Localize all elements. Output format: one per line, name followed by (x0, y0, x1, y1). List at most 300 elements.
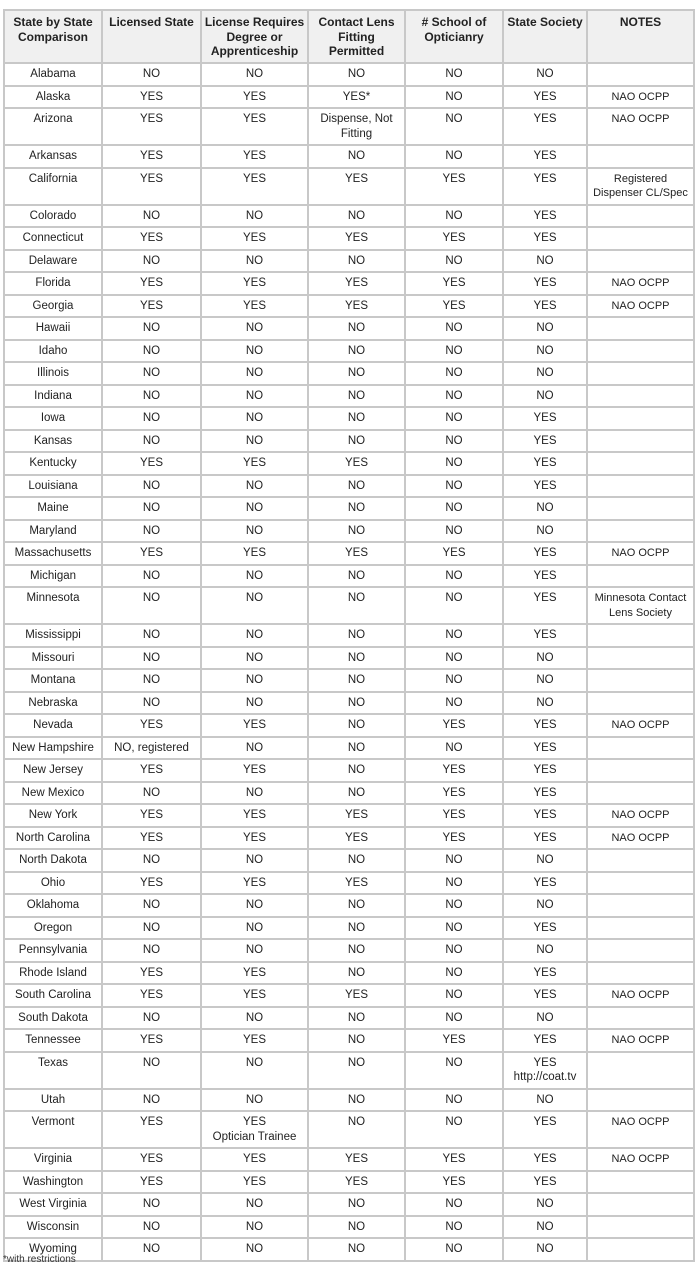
state-cell: Colorado (4, 205, 102, 228)
licensed-cell: YES (102, 1171, 201, 1194)
table-row (4, 430, 694, 453)
notes-cell (587, 430, 694, 453)
table-row (4, 1111, 694, 1148)
notes-cell (587, 692, 694, 715)
contact-lens-cell: NO (308, 962, 405, 985)
state-cell: Alaska (4, 86, 102, 109)
notes-cell: NAO OCPP (587, 272, 694, 295)
school-cell: NO (405, 849, 503, 872)
notes-cell (587, 145, 694, 168)
school-cell: YES (405, 827, 503, 850)
school-cell: NO (405, 692, 503, 715)
licensed-cell: NO (102, 475, 201, 498)
contact-lens-cell: NO (308, 782, 405, 805)
degree-cell: YES (201, 804, 308, 827)
society-cell: YES (503, 295, 587, 318)
contact-lens-cell: Dispense, Not Fitting (308, 108, 405, 145)
school-cell: YES (405, 759, 503, 782)
table-row (4, 565, 694, 588)
notes-cell: NAO OCPP (587, 1111, 694, 1148)
degree-cell: NO (201, 624, 308, 647)
notes-cell (587, 250, 694, 273)
society-cell: YES (503, 205, 587, 228)
degree-cell: NO (201, 737, 308, 760)
degree-cell: YES (201, 542, 308, 565)
school-cell: NO (405, 86, 503, 109)
notes-cell (587, 1171, 694, 1194)
contact-lens-cell: NO (308, 407, 405, 430)
society-cell: YES (503, 827, 587, 850)
school-cell: NO (405, 108, 503, 145)
contact-lens-cell: NO (308, 939, 405, 962)
society-cell: YES (503, 227, 587, 250)
state-cell: Alabama (4, 63, 102, 86)
licensed-cell: NO (102, 1216, 201, 1239)
contact-lens-cell: NO (308, 340, 405, 363)
school-cell: NO (405, 647, 503, 670)
school-cell: NO (405, 939, 503, 962)
notes-cell (587, 647, 694, 670)
state-cell: Illinois (4, 362, 102, 385)
licensed-cell: NO (102, 520, 201, 543)
school-cell: YES (405, 295, 503, 318)
notes-cell (587, 759, 694, 782)
notes-cell (587, 849, 694, 872)
header-row (4, 10, 694, 63)
licensed-cell: YES (102, 272, 201, 295)
degree-cell: YES (201, 1029, 308, 1052)
licensed-cell: NO (102, 497, 201, 520)
school-cell: NO (405, 984, 503, 1007)
degree-cell: YES (201, 86, 308, 109)
table-row (4, 1148, 694, 1171)
licensed-cell: YES (102, 168, 201, 205)
notes-cell (587, 1089, 694, 1112)
state-cell: Iowa (4, 407, 102, 430)
degree-cell: NO (201, 782, 308, 805)
degree-cell: YES (201, 714, 308, 737)
contact-lens-cell: NO (308, 205, 405, 228)
state-cell: Louisiana (4, 475, 102, 498)
state-cell: Washington (4, 1171, 102, 1194)
contact-lens-cell: NO (308, 385, 405, 408)
contact-lens-cell: YES (308, 872, 405, 895)
degree-cell: NO (201, 1007, 308, 1030)
society-cell: YES (503, 782, 587, 805)
contact-lens-cell: NO (308, 362, 405, 385)
licensed-cell: NO (102, 587, 201, 624)
header-school: # School of Opticianry (405, 10, 503, 63)
society-cell: YES (503, 272, 587, 295)
licensed-cell: NO (102, 647, 201, 670)
school-cell: NO (405, 407, 503, 430)
table-row (4, 362, 694, 385)
licensed-cell: NO (102, 917, 201, 940)
society-cell: YES (503, 108, 587, 145)
licensed-cell: NO (102, 1007, 201, 1030)
contact-lens-cell: NO (308, 759, 405, 782)
licensed-cell: YES (102, 714, 201, 737)
licensed-cell: YES (102, 984, 201, 1007)
footnote: *with restrictions (3, 1254, 76, 1265)
state-cell: New Hampshire (4, 737, 102, 760)
contact-lens-cell: NO (308, 849, 405, 872)
notes-cell: NAO OCPP (587, 827, 694, 850)
licensed-cell: NO (102, 1052, 201, 1089)
society-cell: YES (503, 1029, 587, 1052)
contact-lens-cell: NO (308, 647, 405, 670)
notes-cell: NAO OCPP (587, 542, 694, 565)
header-notes: NOTES (587, 10, 694, 63)
degree-cell: NO (201, 205, 308, 228)
degree-cell: YES (201, 452, 308, 475)
school-cell: YES (405, 804, 503, 827)
degree-cell: YES (201, 872, 308, 895)
contact-lens-cell: NO (308, 587, 405, 624)
table-row (4, 714, 694, 737)
licensed-cell: YES (102, 542, 201, 565)
table-row (4, 1216, 694, 1239)
table-row (4, 962, 694, 985)
society-cell: YES (503, 917, 587, 940)
notes-cell: NAO OCPP (587, 295, 694, 318)
school-cell: YES (405, 227, 503, 250)
society-cell: YES (503, 565, 587, 588)
notes-cell (587, 317, 694, 340)
degree-cell: YES (201, 272, 308, 295)
table-row (4, 692, 694, 715)
state-cell: South Carolina (4, 984, 102, 1007)
school-cell: YES (405, 714, 503, 737)
degree-cell: YES Optician Trainee (201, 1111, 308, 1148)
notes-cell (587, 362, 694, 385)
state-cell: Texas (4, 1052, 102, 1089)
notes-cell (587, 497, 694, 520)
state-cell: New York (4, 804, 102, 827)
society-cell: YES (503, 872, 587, 895)
table-row (4, 984, 694, 1007)
contact-lens-cell: YES* (308, 86, 405, 109)
society-cell: YES (503, 145, 587, 168)
degree-cell: NO (201, 1193, 308, 1216)
licensed-cell: NO (102, 250, 201, 273)
header-degree: License Requires Degree or Apprenticeship (201, 10, 308, 63)
degree-cell: NO (201, 520, 308, 543)
society-cell: YES (503, 759, 587, 782)
state-cell: Maine (4, 497, 102, 520)
licensed-cell: YES (102, 227, 201, 250)
degree-cell: NO (201, 362, 308, 385)
notes-cell: NAO OCPP (587, 1029, 694, 1052)
school-cell: NO (405, 1111, 503, 1148)
degree-cell: YES (201, 984, 308, 1007)
school-cell: YES (405, 272, 503, 295)
state-cell: Ohio (4, 872, 102, 895)
society-cell: YES (503, 962, 587, 985)
notes-cell (587, 782, 694, 805)
school-cell: NO (405, 1193, 503, 1216)
degree-cell: YES (201, 145, 308, 168)
contact-lens-cell: NO (308, 714, 405, 737)
school-cell: NO (405, 520, 503, 543)
notes-cell (587, 624, 694, 647)
licensed-cell: YES (102, 759, 201, 782)
table-row (4, 63, 694, 86)
degree-cell: YES (201, 759, 308, 782)
society-cell: YES (503, 475, 587, 498)
state-cell: Michigan (4, 565, 102, 588)
table-row (4, 1193, 694, 1216)
contact-lens-cell: YES (308, 452, 405, 475)
notes-cell (587, 385, 694, 408)
state-cell: Mississippi (4, 624, 102, 647)
notes-cell (587, 340, 694, 363)
table-row (4, 669, 694, 692)
table-row (4, 145, 694, 168)
licensed-cell: NO (102, 894, 201, 917)
table-row (4, 759, 694, 782)
table-row (4, 227, 694, 250)
notes-cell (587, 872, 694, 895)
school-cell: NO (405, 475, 503, 498)
degree-cell: NO (201, 1052, 308, 1089)
licensed-cell: NO (102, 692, 201, 715)
society-cell: YES (503, 804, 587, 827)
degree-cell: YES (201, 168, 308, 205)
notes-cell (587, 1238, 694, 1261)
degree-cell: NO (201, 647, 308, 670)
school-cell: NO (405, 624, 503, 647)
society-cell: NO (503, 362, 587, 385)
state-cell: Idaho (4, 340, 102, 363)
degree-cell: NO (201, 497, 308, 520)
table-row (4, 475, 694, 498)
notes-cell (587, 452, 694, 475)
state-cell: Delaware (4, 250, 102, 273)
licensed-cell: NO (102, 430, 201, 453)
table-row (4, 737, 694, 760)
state-cell: Arizona (4, 108, 102, 145)
notes-cell (587, 894, 694, 917)
notes-cell (587, 1193, 694, 1216)
society-cell: NO (503, 1193, 587, 1216)
state-cell: Wisconsin (4, 1216, 102, 1239)
society-cell: YES (503, 587, 587, 624)
state-cell: Kansas (4, 430, 102, 453)
contact-lens-cell: YES (308, 227, 405, 250)
contact-lens-cell: NO (308, 497, 405, 520)
notes-cell (587, 520, 694, 543)
table-row (4, 782, 694, 805)
licensed-cell: YES (102, 452, 201, 475)
society-cell: NO (503, 849, 587, 872)
state-cell: Wyoming (4, 1238, 102, 1261)
contact-lens-cell: NO (308, 737, 405, 760)
society-cell: NO (503, 63, 587, 86)
school-cell: NO (405, 145, 503, 168)
notes-cell (587, 227, 694, 250)
state-cell: Massachusetts (4, 542, 102, 565)
contact-lens-cell: YES (308, 827, 405, 850)
table-row (4, 1171, 694, 1194)
table-row (4, 1007, 694, 1030)
school-cell: NO (405, 452, 503, 475)
licensed-cell: NO (102, 624, 201, 647)
licensed-cell: NO (102, 849, 201, 872)
society-cell: YES (503, 86, 587, 109)
contact-lens-cell: NO (308, 1238, 405, 1261)
society-cell: NO (503, 250, 587, 273)
degree-cell: YES (201, 827, 308, 850)
society-cell: YES http://coat.tv (503, 1052, 587, 1089)
licensed-cell: YES (102, 827, 201, 850)
notes-cell (587, 939, 694, 962)
degree-cell: YES (201, 295, 308, 318)
table-row (4, 340, 694, 363)
degree-cell: NO (201, 849, 308, 872)
degree-cell: NO (201, 340, 308, 363)
table-row (4, 385, 694, 408)
degree-cell: NO (201, 894, 308, 917)
contact-lens-cell: NO (308, 1007, 405, 1030)
licensed-cell: YES (102, 1029, 201, 1052)
state-cell: Oklahoma (4, 894, 102, 917)
state-cell: Rhode Island (4, 962, 102, 985)
table-row (4, 587, 694, 624)
notes-cell (587, 737, 694, 760)
degree-cell: NO (201, 917, 308, 940)
table-row (4, 295, 694, 318)
contact-lens-cell: NO (308, 317, 405, 340)
state-cell: Nebraska (4, 692, 102, 715)
table-row (4, 168, 694, 205)
degree-cell: YES (201, 227, 308, 250)
table-row (4, 205, 694, 228)
table-row (4, 894, 694, 917)
contact-lens-cell: NO (308, 1089, 405, 1112)
school-cell: NO (405, 669, 503, 692)
table-row (4, 624, 694, 647)
school-cell: NO (405, 362, 503, 385)
state-cell: Utah (4, 1089, 102, 1112)
state-cell: North Carolina (4, 827, 102, 850)
society-cell: YES (503, 452, 587, 475)
contact-lens-cell: YES (308, 542, 405, 565)
degree-cell: NO (201, 1238, 308, 1261)
licensed-cell: NO (102, 317, 201, 340)
degree-cell: NO (201, 250, 308, 273)
table-row (4, 452, 694, 475)
degree-cell: NO (201, 385, 308, 408)
school-cell: NO (405, 1007, 503, 1030)
notes-cell: Registered Dispenser CL/Spec (587, 168, 694, 205)
contact-lens-cell: YES (308, 804, 405, 827)
notes-cell: NAO OCPP (587, 984, 694, 1007)
school-cell: YES (405, 1148, 503, 1171)
contact-lens-cell: NO (308, 565, 405, 588)
licensed-cell: NO (102, 669, 201, 692)
contact-lens-cell: NO (308, 894, 405, 917)
notes-cell (587, 475, 694, 498)
contact-lens-cell: NO (308, 63, 405, 86)
degree-cell: NO (201, 475, 308, 498)
state-cell: Maryland (4, 520, 102, 543)
school-cell: NO (405, 63, 503, 86)
school-cell: YES (405, 1171, 503, 1194)
notes-cell (587, 1052, 694, 1089)
school-cell: NO (405, 1238, 503, 1261)
school-cell: NO (405, 565, 503, 588)
degree-cell: NO (201, 317, 308, 340)
notes-cell (587, 669, 694, 692)
header-society: State Society (503, 10, 587, 63)
table-row (4, 250, 694, 273)
contact-lens-cell: NO (308, 1052, 405, 1089)
contact-lens-cell: NO (308, 475, 405, 498)
society-cell: NO (503, 520, 587, 543)
contact-lens-cell: NO (308, 692, 405, 715)
notes-cell (587, 205, 694, 228)
society-cell: NO (503, 1007, 587, 1030)
state-cell: Hawaii (4, 317, 102, 340)
state-cell: Tennessee (4, 1029, 102, 1052)
licensed-cell: YES (102, 295, 201, 318)
state-cell: Vermont (4, 1111, 102, 1148)
licensed-cell: YES (102, 1111, 201, 1148)
notes-cell (587, 917, 694, 940)
notes-cell: NAO OCPP (587, 714, 694, 737)
contact-lens-cell: NO (308, 1029, 405, 1052)
table-row (4, 647, 694, 670)
society-cell: NO (503, 497, 587, 520)
licensed-cell: YES (102, 804, 201, 827)
school-cell: NO (405, 1052, 503, 1089)
table-row (4, 497, 694, 520)
degree-cell: NO (201, 1089, 308, 1112)
notes-cell (587, 407, 694, 430)
school-cell: NO (405, 872, 503, 895)
contact-lens-cell: NO (308, 1216, 405, 1239)
school-cell: NO (405, 340, 503, 363)
table-row (4, 108, 694, 145)
society-cell: NO (503, 669, 587, 692)
contact-lens-cell: NO (308, 145, 405, 168)
society-cell: YES (503, 1171, 587, 1194)
school-cell: NO (405, 205, 503, 228)
table-row (4, 317, 694, 340)
society-cell: YES (503, 1111, 587, 1148)
table-row (4, 86, 694, 109)
society-cell: NO (503, 1089, 587, 1112)
degree-cell: YES (201, 1148, 308, 1171)
licensed-cell: NO, registered (102, 737, 201, 760)
table-row (4, 520, 694, 543)
society-cell: YES (503, 624, 587, 647)
school-cell: YES (405, 542, 503, 565)
state-cell: Arkansas (4, 145, 102, 168)
state-cell: South Dakota (4, 1007, 102, 1030)
table-body (4, 63, 694, 1261)
table-row (4, 542, 694, 565)
state-cell: Connecticut (4, 227, 102, 250)
contact-lens-cell: YES (308, 295, 405, 318)
state-cell: Kentucky (4, 452, 102, 475)
state-cell: West Virginia (4, 1193, 102, 1216)
contact-lens-cell: YES (308, 984, 405, 1007)
header-licensed: Licensed State (102, 10, 201, 63)
licensed-cell: NO (102, 63, 201, 86)
licensed-cell: NO (102, 1193, 201, 1216)
